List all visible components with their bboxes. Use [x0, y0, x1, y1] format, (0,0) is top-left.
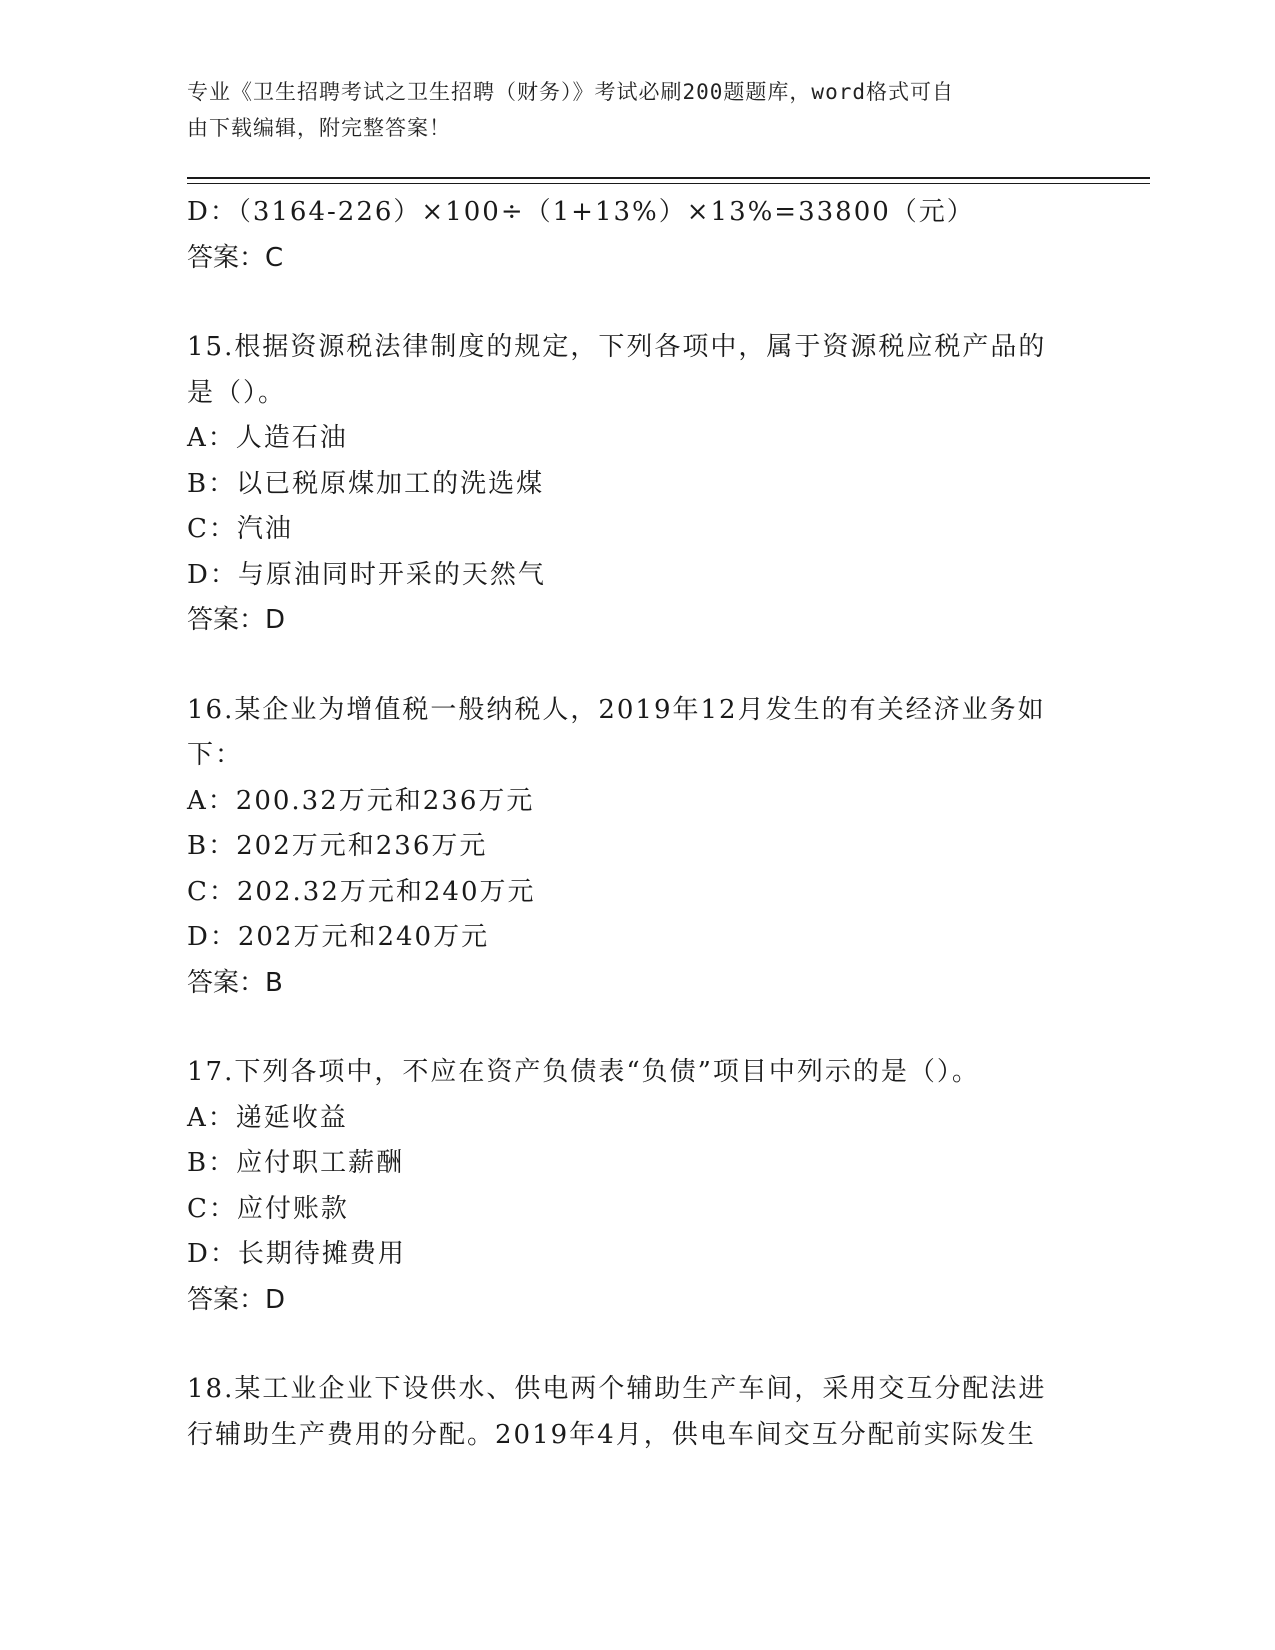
option-d: D：202万元和240万元 — [187, 922, 490, 952]
answer: 答案：D — [187, 605, 286, 635]
option-a: A：递延收益 — [187, 1102, 348, 1133]
option-a: A：人造石油 — [187, 423, 348, 453]
header-line-1: 专业《卫生招聘考试之卫生招聘（财务）》考试必刷200题题库，word格式可自 — [187, 80, 954, 104]
header-line-2: 由下载编辑，附完整答案！ — [187, 116, 451, 140]
question-text-line: 16.某企业为增值税一般纳税人，2019年12月发生的有关经济业务如 — [187, 694, 1046, 725]
question-text-line: 15.根据资源税法律制度的规定，下列各项中，属于资源税应税产品的 — [187, 332, 1047, 362]
question-17 — [187, 1050, 1087, 1323]
question-16 — [187, 688, 1087, 1007]
answer: 答案：D — [187, 1284, 286, 1315]
option-c: C：202.32万元和240万元 — [187, 876, 536, 907]
option-d: D：与原油同时开采的天然气 — [187, 559, 546, 590]
option-d: D：长期待摊费用 — [187, 1239, 406, 1269]
document-header — [187, 74, 1067, 146]
question-text-line: 行辅助生产费用的分配。2019年4月，供电车间交互分配前实际发生 — [187, 1419, 1036, 1450]
option-a: A：200.32万元和236万元 — [187, 785, 535, 816]
document-body — [187, 190, 1087, 1458]
header-divider-thin — [187, 183, 1150, 184]
header-divider-thick — [187, 177, 1150, 179]
question-text-line: 17.下列各项中，不应在资产负债表“负债”项目中列示的是（）。 — [187, 1057, 980, 1087]
question-text-line: 下： — [187, 740, 244, 770]
question-18 — [187, 1367, 1087, 1458]
option-b: B：应付职工薪酬 — [187, 1148, 405, 1178]
question-text-line: 是（）。 — [187, 377, 287, 408]
prev-question-answer: 答案：C — [187, 242, 284, 273]
question-text-line: 18.某工业企业下设供水、供电两个辅助生产车间，采用交互分配法进 — [187, 1374, 1047, 1404]
option-c: C：汽油 — [187, 514, 293, 544]
question-15 — [187, 325, 1087, 644]
answer: 答案：B — [187, 967, 283, 998]
option-b: B：以已税原煤加工的洗选煤 — [187, 468, 545, 499]
option-c: C：应付账款 — [187, 1193, 349, 1224]
option-b: B：202万元和236万元 — [187, 831, 488, 861]
prev-question-option-d: D：（3164-226）×100÷（1+13%）×13%=33800（元） — [187, 197, 975, 227]
